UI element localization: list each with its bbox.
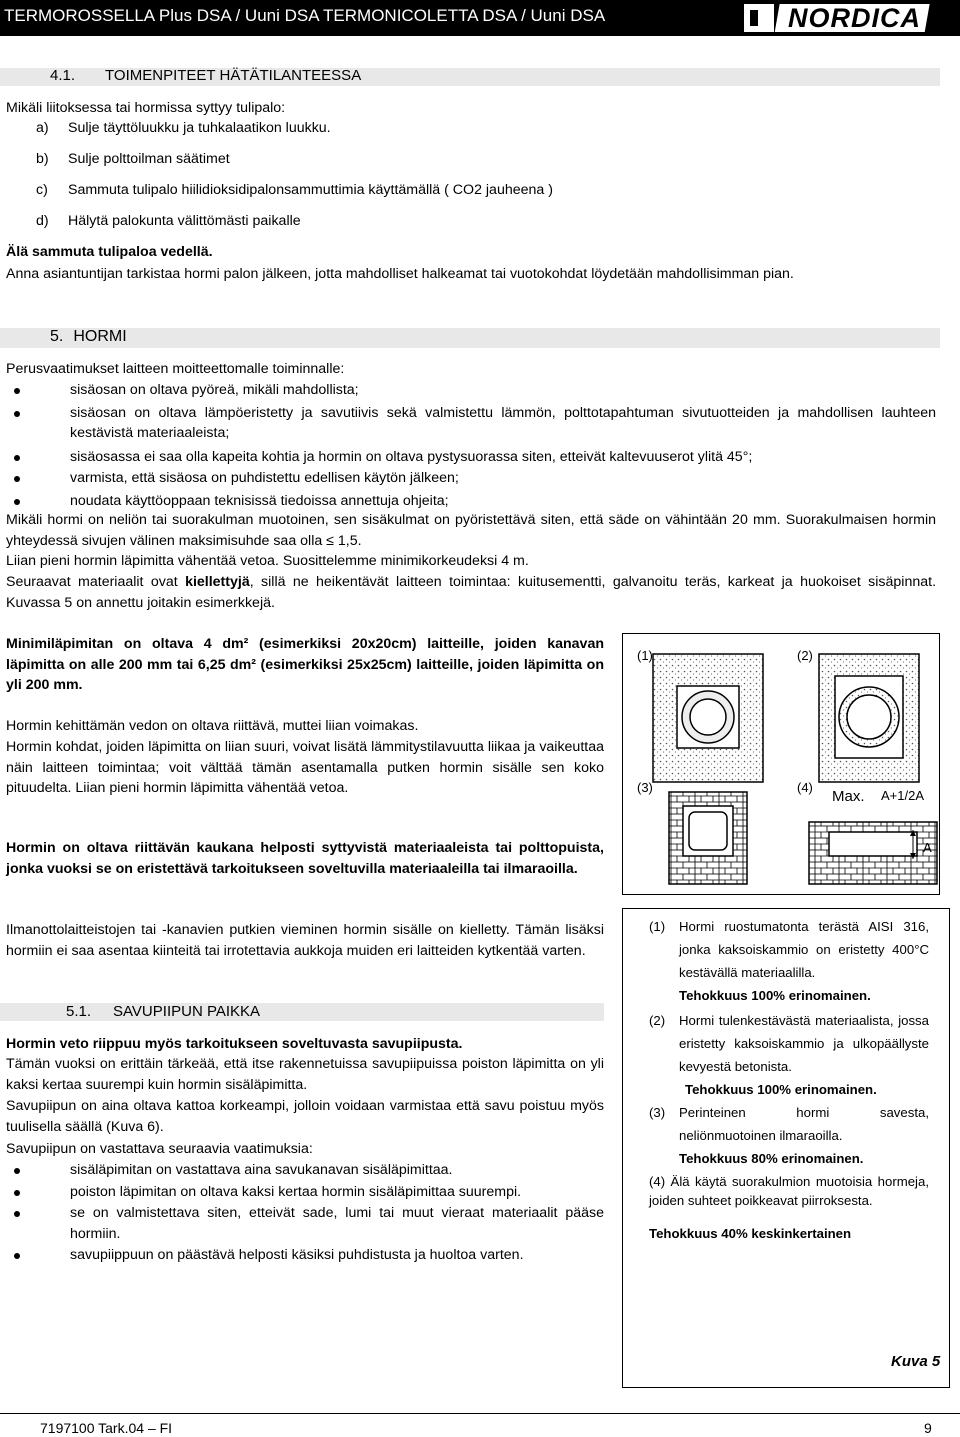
emergency-intro: Mikäli liitoksessa tai hormissa syttyy tulipalo:	[6, 100, 286, 116]
document-code: 7197100 Tark.04 – FI	[40, 1420, 173, 1436]
air-intake-para: Ilmanottolaitteistojen tai -kanavien putkien vieminen hormin sisälle on kielletty. Tämän lisäksi hormiin ei saa asentaa kiinteitä tai irrotettavia aukkoja muiden eri laitteiden kytkentää varten.	[6, 922, 604, 959]
corner-radius-para: Mikäli hormi on neliön tai suorakulman muotoinen, sen sisäkulmat on pyöristettävä siten, että säde on vähintään 20 mm. Suorakulmaisen hormin yhteydessä sivujen välinen maksimisuhde saa olla ≤ 1,5.	[6, 512, 936, 549]
nordica-logo	[744, 2, 934, 34]
large-diameter-para: Hormin kohdat, joiden läpimitta on liian suuri, voivat lisätä lämmitystilavuutta liikaa ja vaikeuttaa näin laitteen toimintaa; voit välttää tämän asentamalla putken hormin sisälle sen koko pituudelta. Liian pieni hormin läpimitta vähentää vetoa.	[6, 739, 604, 796]
figure-label-1: (1)	[637, 648, 653, 663]
chimney-para-2: Savupiipun on aina oltava kattoa korkeampi, jolloin voidaan varmistaa että savu poistuu myös tuulisella säällä (Kuva 6).	[6, 1098, 604, 1135]
list-item: sisäosassa ei saa olla kapeita kohtia ja hormin on oltava pystysuorassa siten, etteivät kaltevuuserot ylitä 45°;	[6, 447, 936, 468]
a-label: A	[923, 840, 932, 855]
figure-caption-box	[622, 908, 950, 1388]
min-height-para: Liian pieni hormin läpimitta vähentää vetoa. Suosittelemme minimikorkeudeksi 4 m.	[6, 553, 529, 569]
list-item: poiston läpimitan on oltava kaksi kertaa hormin sisäläpimittaa suurempi.	[6, 1182, 604, 1203]
list-item: se on valmistettava siten, etteivät sade, lumi tai muut vieraat materiaalit pääse hormiin.	[6, 1203, 604, 1244]
figure-label-4: (4)	[797, 780, 813, 795]
requirements-list	[6, 380, 936, 511]
forbidden-materials-para: Seuraavat materiaalit ovat kiellettyjä, sillä ne heikentävät laitteen toimintaa: kuitusementti, galvanoitu teräs, karkeat ja huokoiset sisäpinnat. Kuvassa 5 on annettu joitakin esimerkkejä.	[6, 574, 937, 611]
chimney-diagram	[623, 634, 939, 894]
section-title: TOIMENPITEET HÄTÄTILANTEESSA	[105, 67, 362, 84]
water-warning: Älä sammuta tulipaloa vedellä.	[6, 244, 213, 260]
header-title: TERMOROSSELLA Plus DSA / Uuni DSA TERMONICOLETTA DSA / Uuni DSA	[4, 6, 606, 25]
section-5-heading	[50, 328, 127, 346]
requirements-intro: Perusvaatimukset laitteen moitteettomalle toiminnalle:	[6, 361, 345, 377]
flue-type-1-drawing	[653, 654, 763, 782]
inspection-note: Anna asiantuntijan tarkistaa hormi palon jälkeen, jotta mahdolliset halkeamat tai vuotokohdat löydetään mahdollisimman pian.	[6, 266, 794, 282]
caption-item: (4) Älä käytä suorakulmion muotoisia hormeja, joiden suhteet poikkeavat piirroksesta.	[649, 1174, 929, 1208]
chimney-para-3: Savupiipun on vastattava seuraavia vaatimuksia:	[6, 1141, 313, 1157]
flue-type-4-drawing	[809, 822, 937, 884]
figure-caption-label: Kuva 5	[891, 1353, 941, 1370]
section-41-heading	[50, 67, 361, 84]
figure-label-2: (2)	[797, 648, 813, 663]
list-item: d) Hälytä palokunta välittömästi paikalle	[36, 213, 301, 229]
section-5-bar	[0, 328, 940, 348]
chimney-bold-line: Hormin veto riippuu myös tarkoitukseen soveltuvasta savupiipusta.	[6, 1036, 463, 1052]
max-label: Max.	[832, 788, 865, 805]
section-number: 5.	[50, 328, 64, 345]
figure-label-3: (3)	[637, 780, 653, 795]
caption-rating: Tehokkuus 40% keskinkertainen	[649, 1226, 852, 1241]
caption-item: (2) Hormi tulenkestävästä materiaalista, jossa eristetty kaksoiskammio ja ulkopäällyste kevyestä betonista.	[649, 1013, 929, 1074]
list-item: noudata käyttöoppaan teknisissä tiedoissa annettuja ohjeita;	[6, 491, 936, 512]
section-number: 4.1.	[50, 67, 76, 84]
section-51-heading	[66, 1003, 260, 1020]
caption-item: (3) Perinteinen hormi savesta, neliönmuotoinen ilmaraoilla.	[649, 1105, 929, 1143]
draft-para: Hormin kehittämän vedon on oltava riittävä, muttei liian voimakas.	[6, 718, 419, 734]
flue-type-2-drawing	[819, 654, 919, 782]
list-item: a) Sulje täyttöluukku ja tuhkalaatikon luukku.	[36, 120, 331, 136]
list-item: sisäosan on oltava pyöreä, mikäli mahdollista;	[6, 380, 936, 401]
logo-wordmark: NORDICA	[788, 3, 921, 33]
list-item: savupiippuun on päästävä helposti käsiksi puhdistusta ja huoltoa varten.	[6, 1245, 604, 1266]
distance-para: Hormin on oltava riittävän kaukana helposti syttyvistä materiaaleista tai polttopuista, jonka vuoksi se on eristettävä tarkoitukseen soveltuvilla materiaaleilla tai ilmaraoilla.	[6, 840, 604, 877]
section-title: SAVUPIIPUN PAIKKA	[113, 1003, 261, 1020]
caption-rating: Tehokkuus 100% erinomainen.	[679, 988, 871, 1003]
list-item: b) Sulje polttoilman säätimet	[36, 151, 230, 167]
chimney-para-1: Tämän vuoksi on erittäin tärkeää, että itse rakennetuissa savupiipuissa poiston läpimitta on yli kaksi kertaa suurempi kuin hormin sisäläpimitta.	[6, 1056, 604, 1093]
footer-divider	[0, 1413, 960, 1414]
min-diameter-para: Minimiläpimitan on oltava 4 dm² (esimerkiksi 20x20cm) laitteille, joiden kanavan läpimitta on alle 200 mm tai 6,25 dm² (esimerkiksi 25x25cm) laitteille, joiden läpimitta on yli 200 mm.	[6, 636, 604, 693]
list-item: sisäläpimitan on vastattava aina savukanavan sisäläpimittaa.	[6, 1160, 604, 1181]
flue-type-3-drawing	[669, 792, 747, 884]
caption-rating: Tehokkuus 80% erinomainen.	[679, 1151, 864, 1166]
list-item: varmista, että sisäosa on puhdistettu edellisen käytön jälkeen;	[6, 468, 936, 489]
chimney-requirements-list	[6, 1160, 604, 1266]
page-number: 9	[924, 1420, 932, 1436]
ratio-label: A+1/2A	[881, 788, 925, 803]
list-item: c) Sammuta tulipalo hiilidioksidipalonsammuttimia käyttämällä ( CO2 jauheena )	[36, 182, 553, 198]
section-number: 5.1.	[66, 1003, 92, 1020]
caption-rating: Tehokkuus 100% erinomainen.	[685, 1082, 877, 1097]
emergency-steps	[36, 118, 936, 231]
caption-item: (1) Hormi ruostumatonta terästä AISI 316, jonka kaksoiskammio on eristetty 400°C kestävällä materiaalilla.	[649, 919, 929, 980]
chimney-figure	[622, 633, 940, 895]
section-title: HORMI	[73, 328, 127, 345]
list-item: sisäosan on oltava lämpöeristetty ja savutiivis sekä valmistettu lämmön, polttotapahtuman sivutuotteiden ja mahdollisen lauhteen kestävistä materiaaleista;	[6, 403, 936, 444]
